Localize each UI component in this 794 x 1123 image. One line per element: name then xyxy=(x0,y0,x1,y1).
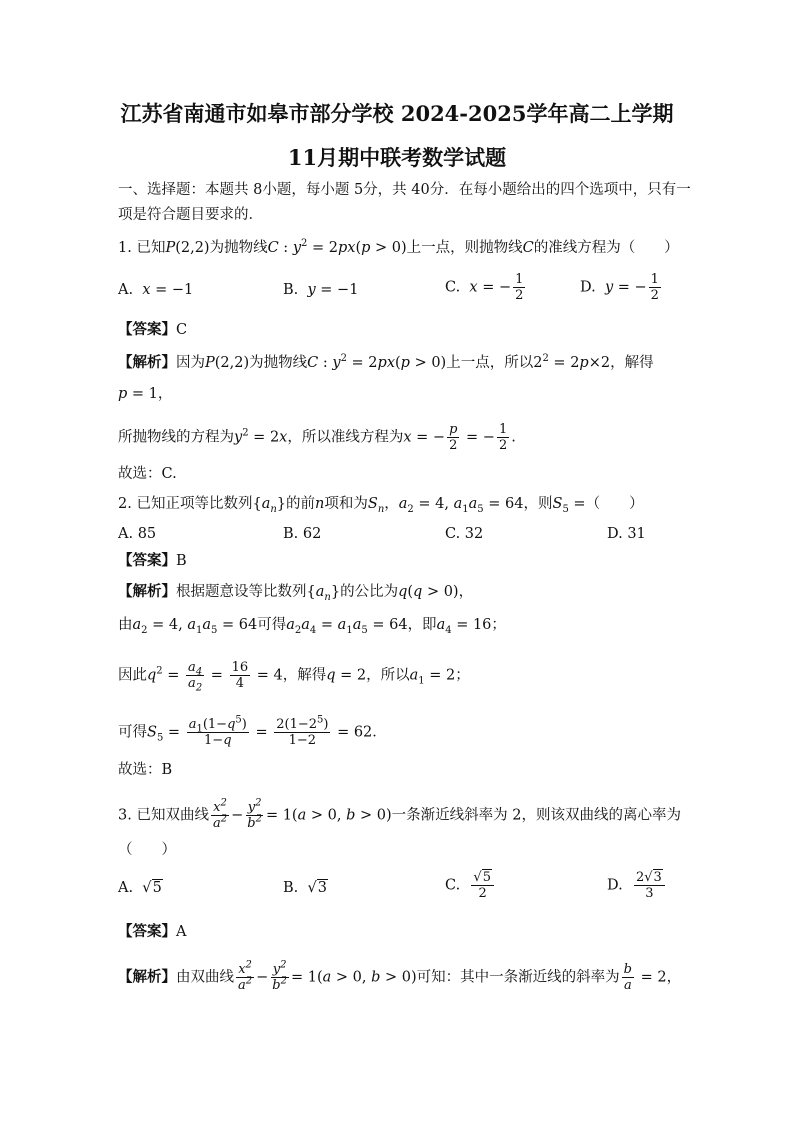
page-title-line2: 11月期中联考数学试题 xyxy=(287,145,507,170)
q2-choose: 故选：B xyxy=(118,762,173,778)
section-heading-line1: 一、选择题：本题共 8小题，每小题 5分，共 40分．在每小题给出的四个选项中，只有一 xyxy=(118,182,691,198)
q1-option-d: D. y = − $\frac{1}{2}$ xyxy=(580,272,659,303)
q2-analysis-line3: 因此$q^2$ = $\frac{a_4}{a_2}$ = $\frac{16}{4}$ = 4，解得q = 2，所以$a_1 = 2$； xyxy=(118,660,470,694)
q1-analysis-line1: 【解析】因为P(2,2)为抛物线C : $y^2 = 2px(p > 0)$上一点，所以$2^2 = 2p\times 2$，解得 xyxy=(118,353,654,371)
section-heading-line2: 项是符合题目要求的． xyxy=(118,207,263,223)
q2-analysis-line1: 【解析】根据题意设等比数列$\{a_n\}$的公比为q(q > 0)， xyxy=(118,583,474,603)
q2-stem: 2. 已知正项等比数列$\{a_n\}$的前n项和为$S_n$，$a_2 = 4$, $a_1a_5 = 64$，则$S_5$ =（ ） xyxy=(118,496,644,515)
q2-answer: 【答案】B xyxy=(118,552,187,569)
q1-option-a: A. x = −1 xyxy=(118,282,194,298)
q2-option-a: A. 85 xyxy=(118,526,157,542)
q1-answer: 【答案】C xyxy=(118,321,188,338)
q2-option-b: B. 62 xyxy=(283,526,322,542)
q2-analysis-line2: 由$a_2 = 4$, $a_1a_5 = 64$可得$a_2a_4 = a_1a_5 = 64$，即$a_4 = 16$； xyxy=(118,617,506,636)
q3-number: 3. xyxy=(118,807,132,824)
q3-option-a: A. √5 xyxy=(118,880,162,896)
page-title-line1: 江苏省南通市如皋市部分学校 2024-2025学年高二上学期 xyxy=(120,101,674,126)
q1-analysis-line2: p = 1， xyxy=(118,386,173,402)
q3-option-d: D. $\frac{2√3}{3}$ xyxy=(607,870,667,901)
q1-stem: 1. 已知P(2,2)为抛物线C : $y^2 = 2px(p > 0)$上一点，则抛物线C的准线方程为（ ） xyxy=(118,238,679,256)
q3-option-b: B. √3 xyxy=(283,880,327,896)
q1-analysis-line3: 所抛物线的方程为$y^2 = 2x$，所以准线方程为x = − $\frac{p}{2}$ = − $\frac{1}{2}$ . xyxy=(118,422,516,453)
q3-stem-line2: （ ） xyxy=(118,842,176,858)
q2-option-d: D. 31 xyxy=(607,526,646,542)
q1-option-b: B. y = −1 xyxy=(283,282,359,298)
q1-number: 1. xyxy=(118,240,132,256)
q1-choose: 故选：C. xyxy=(118,466,177,482)
q2-analysis-line4: 可得$S_5$ = $\frac{a_1(1-q^5)}{1-q}$ = $\frac{2(1-2^5)}{1-2}$ = 62． xyxy=(118,714,387,748)
q3-analysis-line1: 【解析】由双曲线 $\frac{x^2}{a^2}$ − $\frac{y^2}{b^2}$ = 1(a > 0, b > 0)可知：其中一条渐近线的斜率为 $\frac{b}{a}$ = 2， xyxy=(118,959,682,993)
q1-option-c: C. x = − $\frac{1}{2}$ xyxy=(445,272,524,303)
q3-answer: 【答案】A xyxy=(118,923,187,940)
q2-option-c: C. 32 xyxy=(445,526,484,542)
q2-number: 2. xyxy=(118,496,132,512)
q3-option-c: C. $\frac{√5}{2}$ xyxy=(445,870,496,901)
q3-stem: 3. 已知双曲线 $\frac{x^2}{a^2}$ − $\frac{y^2}{b^2}$ = 1(a > 0, b > 0)一条渐近线斜率为 2，则该双曲线的离心率为 xyxy=(118,797,681,831)
